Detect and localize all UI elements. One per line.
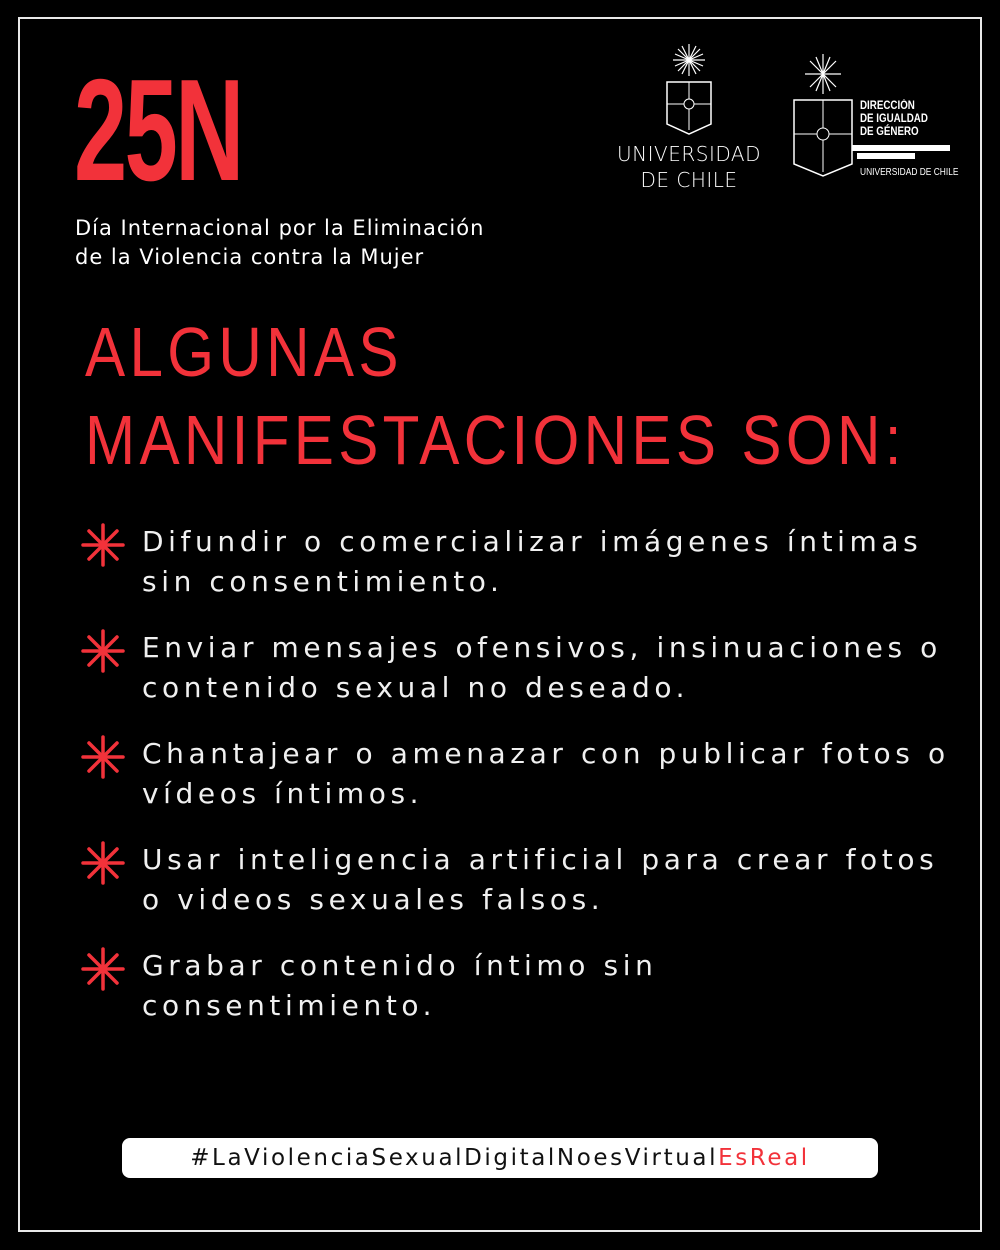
subtitle-line: Día Internacional por la Eliminación — [75, 216, 485, 240]
item-text: Chantajear o amenazar con publicar fotos o vídeos íntimos. — [142, 737, 950, 810]
direction-name — [860, 100, 928, 139]
item-text: Difundir o comercializar imágenes íntimas sin consentimiento. — [142, 525, 923, 598]
item-text: Enviar mensajes ofensivos, insinuaciones o contenido sexual no deseado. — [142, 631, 942, 704]
title-line: ALGUNAS — [85, 313, 403, 391]
asterisk-icon — [80, 734, 126, 780]
list-item — [80, 946, 960, 1026]
list-item — [80, 522, 960, 602]
list-item — [80, 734, 960, 814]
event-subtitle — [75, 214, 484, 272]
direction-line: DE IGUALDAD — [860, 113, 928, 125]
item-text: Usar inteligencia artificial para crear fotos o videos sexuales falsos. — [142, 843, 939, 916]
event-title: 25N — [74, 49, 242, 211]
direction-line: DE GÉNERO — [860, 126, 919, 138]
asterisk-icon — [80, 840, 126, 886]
manifestations-list — [80, 522, 960, 1052]
title-line: MANIFESTACIONES SON: — [85, 401, 906, 479]
university-name: UNIVERSIDAD — [617, 142, 761, 166]
logo-bar — [857, 153, 915, 159]
asterisk-icon — [80, 522, 126, 568]
universidad-de-chile-logo — [606, 42, 772, 193]
logo-bar — [852, 145, 950, 151]
university-crest-icon — [792, 52, 854, 182]
hashtag-text: #LaViolenciaSexualDigitalNoesVirtual — [190, 1145, 719, 1171]
hashtag-banner — [122, 1138, 878, 1178]
list-item — [80, 840, 960, 920]
section-title — [85, 308, 906, 484]
university-name: DE CHILE — [640, 168, 738, 192]
direction-footer: UNIVERSIDAD DE CHILE — [860, 166, 959, 178]
university-crest-icon — [659, 42, 719, 137]
asterisk-icon — [80, 946, 126, 992]
asterisk-icon — [80, 628, 126, 674]
list-item — [80, 628, 960, 708]
item-text: Grabar contenido íntimo sin consentimiento. — [142, 949, 658, 1022]
hashtag-highlight: EsReal — [718, 1145, 810, 1171]
direction-line: DIRECCIÓN — [860, 100, 915, 112]
subtitle-line: de la Violencia contra la Mujer — [75, 245, 425, 269]
